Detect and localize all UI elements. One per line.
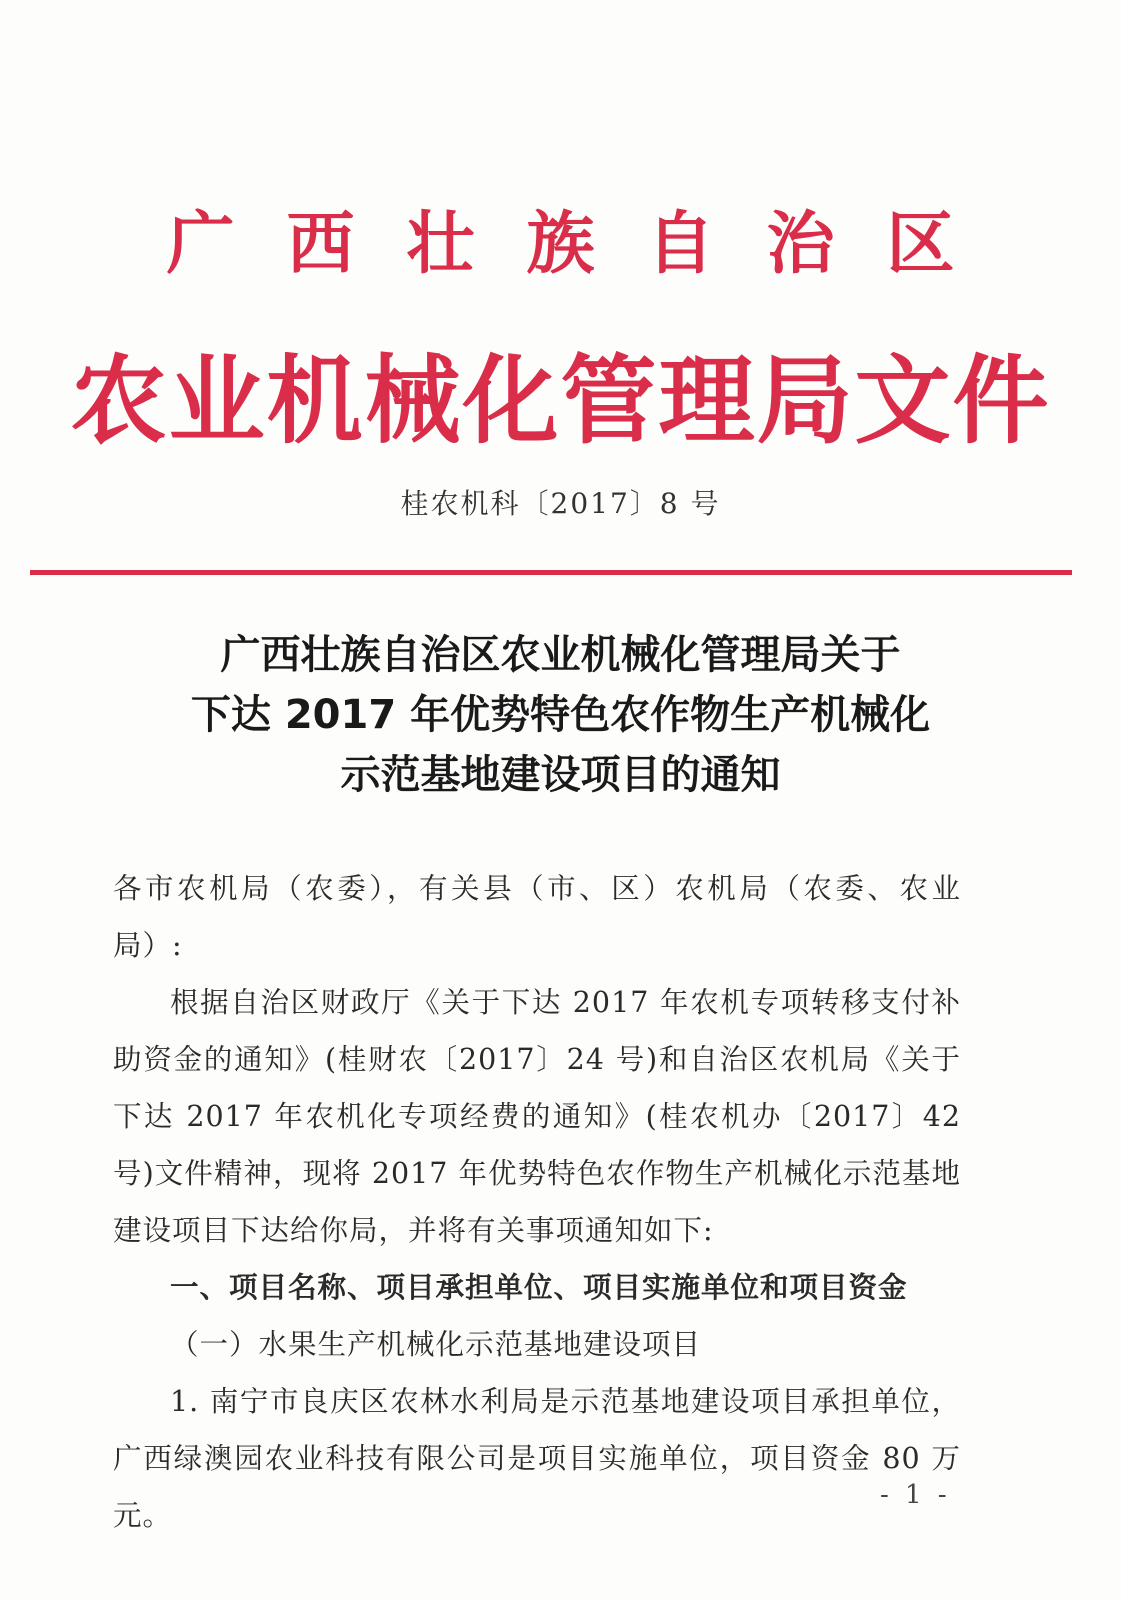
title-line-2: 下达 2017 年优势特色农作物生产机械化 bbox=[190, 692, 931, 738]
document-title bbox=[0, 625, 1121, 805]
item-1: 1. 南宁市良庆区农林水利局是示范基地建设项目承担单位，广西绿澳园农业科技有限公司是项目实施单位，项目资金 80 万元。 bbox=[113, 1385, 961, 1532]
document-number: 桂农机科〔2017〕8 号 bbox=[400, 487, 721, 520]
title-line-3: 示范基地建设项目的通知 bbox=[340, 752, 781, 798]
page-number: - 1 - bbox=[880, 1480, 951, 1510]
paragraph-1: 根据自治区财政厅《关于下达 2017 年农机专项转移支付补助资金的通知》(桂财农〔2017〕24 号)和自治区农机局《关于下达 2017 年农机化专项经费的通知》(桂农机办〔2017〕42 号)文件精神，现将 2017 年优势特色农作物生产机械化示范基地建设项目下达给你局，并将有关事项通知如下: bbox=[113, 986, 961, 1247]
subsection-heading-1: （一）水果生产机械化示范基地建设项目 bbox=[170, 1328, 702, 1361]
section-heading-1: 一、项目名称、项目承担单位、项目实施单位和项目资金 bbox=[170, 1271, 908, 1304]
salutation: 各市农机局（农委），有关县（市、区）农机局（农委、农业局）: bbox=[113, 872, 961, 962]
issuing-organization: 广西壮族自治区 bbox=[166, 205, 1007, 284]
document-body bbox=[113, 860, 961, 1544]
document-header: 农业机械化管理局文件 bbox=[70, 345, 1051, 457]
title-line-1: 广西壮族自治区农业机械化管理局关于 bbox=[220, 632, 901, 678]
red-divider-line bbox=[30, 570, 1072, 575]
